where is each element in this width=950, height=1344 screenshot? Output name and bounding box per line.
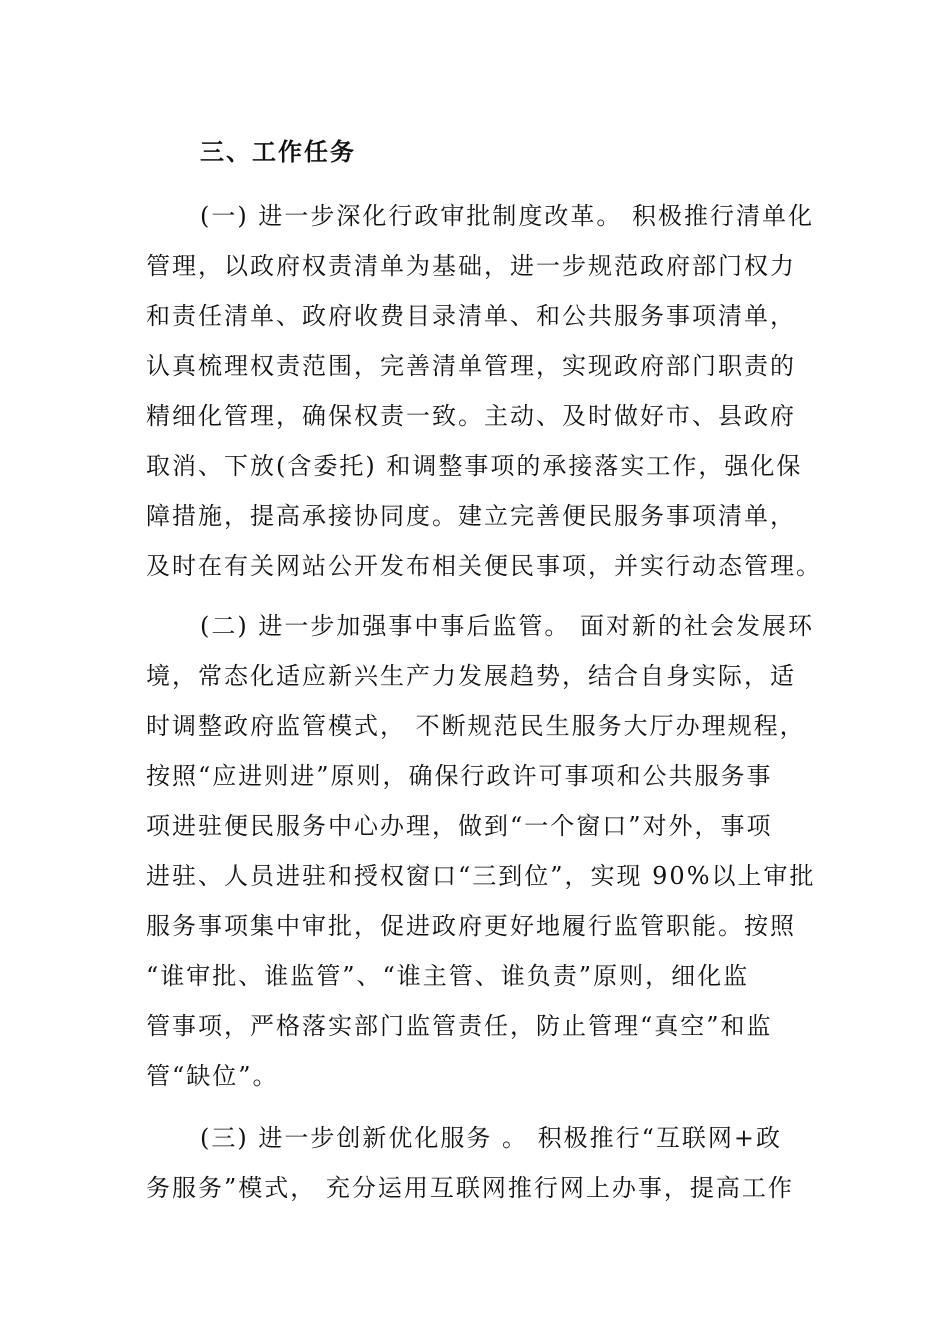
paragraph-1-line-1: (一) 进一步深化行政审批制度改革。 积极推行清单化 — [200, 202, 814, 230]
paragraph-2-line-8: “谁审批、谁监管”、“谁主管、谁负责”原则，细化监 — [146, 962, 750, 990]
paragraph-3-line-1: (三) 进一步创新优化服务 。 积极推行“互联网+政 — [200, 1124, 782, 1152]
paragraph-1-line-6: 取消、下放(含委托) 和调整事项的承接落实工作，强化保 — [146, 452, 803, 480]
paragraph-1-line-8: 及时在有关网站公开发布相关便民事项，并实行动态管理。 — [146, 552, 822, 580]
paragraph-3-line-2: 务服务”模式， 充分运用互联网推行网上办事，提高工作 — [146, 1174, 794, 1202]
paragraph-2-line-4: 按照“应进则进”原则，确保行政许可事项和公共服务事 — [146, 762, 773, 790]
paragraph-2-line-2: 境，常态化适应新兴生产力发展趋势，结合自身实际，适 — [146, 662, 796, 690]
paragraph-2-line-9: 管事项，严格落实部门监管责任，防止管理“真空”和监 — [146, 1012, 773, 1040]
paragraph-2-line-1: (二) 进一步加强事中事后监管。 面对新的社会发展环 — [200, 612, 814, 640]
paragraph-1-line-5: 精细化管理，确保权责一致。主动、及时做好市、县政府 — [146, 402, 796, 430]
paragraph-1-line-3: 和责任清单、政府收费目录清单、和公共服务事项清单， — [146, 302, 796, 330]
paragraph-2-line-6: 进驻、人员进驻和授权窗口“三到位”，实现 90%以上审批 — [146, 862, 816, 890]
paragraph-2-line-3: 时调整政府监管模式， 不断规范民生服务大厅办理规程， — [146, 712, 806, 740]
paragraph-1-line-2: 管理，以政府权责清单为基础，进一步规范政府部门权力 — [146, 252, 796, 280]
paragraph-2-line-5: 项进驻便民服务中心办理，做到“一个窗口”对外，事项 — [146, 812, 773, 840]
paragraph-1-line-7: 障措施，提高承接协同度。建立完善便民服务事项清单， — [146, 502, 796, 530]
paragraph-2-line-10: 管“缺位”。 — [146, 1062, 279, 1090]
paragraph-2-line-7: 服务事项集中审批，促进政府更好地履行监管职能。按照 — [146, 912, 796, 940]
paragraph-1-line-4: 认真梳理权责范围，完善清单管理，实现政府部门职责的 — [146, 352, 796, 380]
section-heading: 三、工作任务 — [200, 137, 356, 166]
